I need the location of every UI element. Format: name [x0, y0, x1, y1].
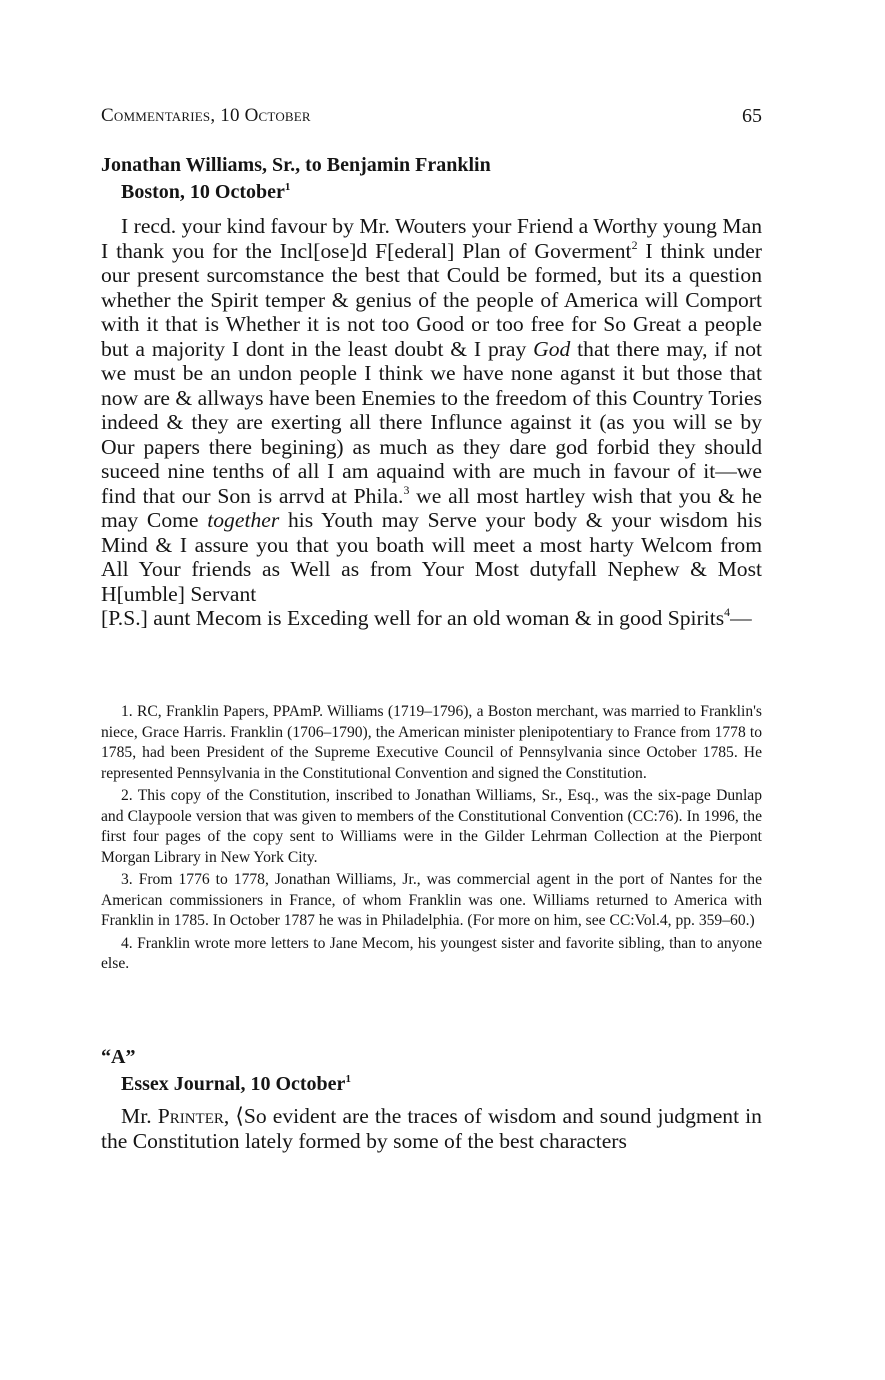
essay-footnote-ref-1: 1 [345, 1072, 351, 1085]
letter-text-5: his Youth may Serve your body & your wisdom his Mind & I assure you that you boath will meet a most harty Welcom from All Your friends as Well as from Your Most dutyfall Nephew & Most H[umble] Servant [101, 508, 762, 606]
letter-text-2: I think under our present surcomstance the best that Could be formed, but its a question whether the Spirit temper & genius of the people of America will Comport with it that is Whether it is not too Good or too free for So Great a people but a majority I dont in the least doubt & I pray [101, 238, 762, 361]
essay-prefix: Mr. [121, 1104, 158, 1128]
page-number: 65 [742, 105, 762, 127]
footnote-1: 1. RC, Franklin Papers, PPAmP. Williams (1719–1796), a Boston merchant, was married to Franklin's niece, Grace Harris. Franklin (1706–1790), the American minister plenipotentiary to France from 1778 to 1785, had been President of the Supreme Executive Council of Pennsylvania since October 1785. He represented Pennsylvania in the Constitutional Convention and signed the Constitution. [101, 703, 762, 782]
postscript [101, 606, 762, 631]
essay-text: ⟨So evident are the traces of wisdom and sound judgment in the Constitution lately formed by some of the best characters [101, 1104, 762, 1153]
essay-heading [101, 1044, 351, 1098]
footnote-4: 4. Franklin wrote more letters to Jane Mecom, his youngest sister and favorite sibling, than to anyone else. [101, 934, 762, 972]
italic-together: together [207, 508, 280, 532]
running-head [101, 104, 762, 128]
essay-printer: Printer, [157, 1104, 230, 1128]
footnote-2: 2. This copy of the Constitution, inscribed to Jonathan Williams, Sr., Esq., was the six-page Dunlap and Claypoole version that was given to members of the Constitutional Convention (CC:76). In 1996, the first four pages of the copy sent to Williams were in the Gilder Lehrman Collection at the Pierpont Morgan Library in New York City. [101, 787, 762, 866]
letter-body [101, 214, 762, 631]
essay-paragraph [101, 1104, 762, 1153]
running-head-title: Commentaries, 10 October [101, 105, 311, 126]
letter-heading-title: Jonathan Williams, Sr., to Benjamin Franklin [101, 154, 491, 176]
footnote-ref-3: 3 [403, 482, 410, 497]
essay-heading-source [101, 1071, 351, 1098]
postscript-dash: — [730, 606, 752, 630]
letter-paragraph [101, 214, 762, 606]
postscript-text: [P.S.] aunt Mecom is Exceding well for an old woman & in good Spirits [101, 606, 725, 630]
footnote-ref-1: 1 [284, 180, 291, 193]
letter-heading-place-date [101, 179, 491, 206]
letter-text-3: that there may, if not we must be an undon people I think we have none aganst it but those that now are & allways have been Enemies to the freedom of this Country Tories indeed & they are exerting all there Influnce against it (as you will se by Our papers there begining) as much as they dare god forbid they should suceed nine tenths of all I am aquaind with are much in favour of it—we find that our Son is arrvd at Phila. [101, 336, 762, 508]
letter-heading [101, 152, 491, 206]
essay-body [101, 1104, 762, 1153]
letter-text-4: we all most hartley wish that you & he may Come [101, 483, 762, 532]
footnote-3: 3. From 1776 to 1778, Jonathan Williams, Jr., was commercial agent in the port of Nantes for the American commissioners in France, of whom Franklin was one. Williams returned to America with Franklin in 1785. In October 1787 he was in Philadelphia. (For more on him, see CC:Vol.4, pp. 359–60.) [101, 871, 762, 929]
letter-place-date: Boston, 10 October [121, 181, 285, 203]
italic-god: God [533, 336, 571, 361]
essay-source-date: Essex Journal, 10 October [121, 1073, 346, 1095]
letter-text-1: I recd. your kind favour by Mr. Wouters your Friend a Worthy young Man I thank you for the Incl[ose]d F[ederal] Plan of Goverment [101, 214, 762, 263]
footnote-ref-4: 4 [724, 605, 731, 620]
footnotes [101, 702, 762, 977]
essay-heading-title: “A” [101, 1046, 136, 1068]
footnote-ref-2: 2 [631, 237, 638, 252]
